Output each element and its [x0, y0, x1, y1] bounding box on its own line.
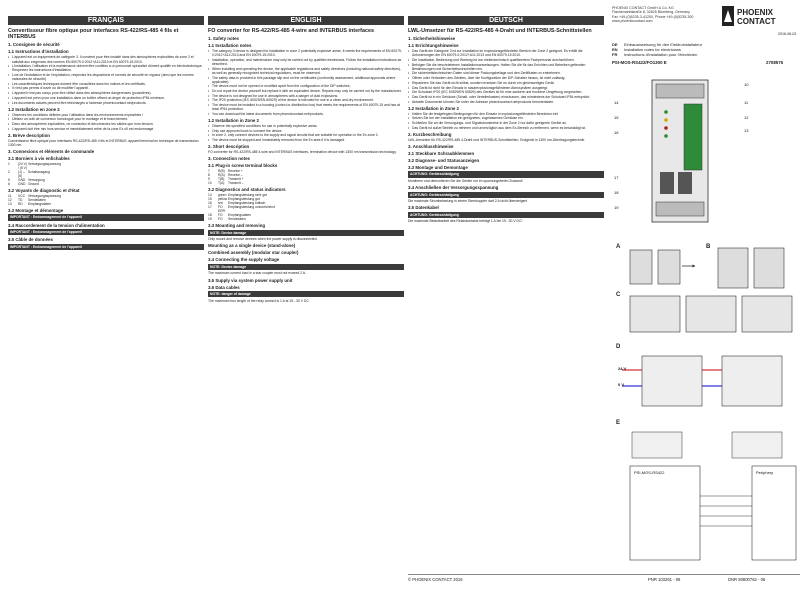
warning-box: NOTE: Device damage — [208, 264, 404, 270]
section-heading: Mounting as a single device (stand-alone) — [208, 243, 296, 249]
bullet: • Lors de l'installation et de l'exploitation, respectez les dispositions et normes de sécurité en vigueur (ainsi que les normes nationales de sécurité). — [8, 73, 204, 81]
fo-table: 14 green Empfangsleistung sehr gut 15 yellow Empfangsleistung gut 16 red Empfangsleistung kritisch 17 FO ERR Empfangsleistung unzureichend 18 FO Empfangsdaten 19 FO Sendedaten — [208, 193, 275, 222]
col-header-de: DEUTSCH — [408, 16, 604, 25]
figure-label-e: E — [616, 420, 621, 426]
bullet: • The device must be installed in a housing (control or distribution box) that meets the requirements of EN 60079-15 and has at least IP54 protection. — [208, 103, 404, 111]
warning-box: NOTE: danger of damage — [208, 291, 404, 297]
description: Convertisseur fibre optique pour interfaces RS-422/RS-485 4 fils et INTERBUS, appareil terminal en technique de transmission 1300 nm. — [8, 138, 199, 147]
section-heading: 3.2 Diagnostics and status indicators — [208, 187, 286, 193]
bullet: • Die sicherheitstechnischen Daten sind dieser Packungsbeilage und den Zertifikaten zu entnehmen. — [408, 71, 604, 75]
section-heading: 1.2 Installation in Zone 2 — [208, 117, 259, 123]
bullet: • Schließen Sie an die Versorgungs- und Signalstromkreise in der Zone 2 nur dafür geeignete Geräte an. — [408, 121, 604, 125]
dnr: DNR 80800762 - 06 — [728, 577, 766, 582]
title-en: FO converter for RS-422/RS-485 4-wire and INTERBUS interfaces — [208, 28, 374, 34]
section-heading: Combined assembly (modular star coupler) — [208, 250, 299, 256]
product-number: 2708575 — [766, 60, 784, 65]
section-heading: 2. Short description — [208, 144, 250, 150]
section-heading: 2. Brève description — [8, 132, 50, 138]
ground-label: 0 V — [618, 382, 625, 387]
warning-box: IMPORTANT : Endommagement de l'appareil — [8, 244, 204, 250]
description: FO converter for RS-422/RS-485 4-wire and INTERBUS interfaces, termination device with 1300 nm transmission technology. — [208, 150, 397, 155]
bullet: • Do not repair the device yourself but replace it with an equivalent device. Repairs may only be carried out by the manufacturer. — [208, 89, 404, 93]
callout-number: 14 — [614, 100, 619, 105]
section-heading: 3.1 Borniers à vis enfichables — [8, 155, 70, 161]
doc-date: 2016-06-02 — [778, 32, 797, 36]
description: LWL-Umsetzer für RS-422/RS-485 4-Draht und INTERBUS-Schnittstellen, Endgerät in 1300 nm-Übertragungstechnik. — [408, 137, 586, 142]
bullet: • Observe the specified conditions for use in potentially explosive areas. — [208, 124, 404, 128]
section-heading: 3.5 Datenkabel — [408, 205, 439, 211]
column-french — [8, 28, 204, 572]
copyright: © PHOENIX CONTACT 2016 — [408, 577, 463, 582]
title-de: LWL-Umsetzer für RS-422/RS-485 4-Draht und INTERBUS-Schnittstellen — [408, 28, 592, 34]
section-heading: 3.3 Montage et démontage — [8, 207, 64, 213]
callout-number: 16 — [614, 130, 619, 135]
bullet: • The device is not designed for use in atmospheres with a danger of dust explosions. — [208, 94, 404, 98]
language-list: DE Einbauanweisung für den Elektroinstallateur EN Installation notes for electricians FR Instructions d'installation pour l'électricien — [612, 42, 703, 58]
callout-number: 17 — [614, 175, 619, 180]
title-fr: Convertisseur fibre optique pour interfaces RS-422/RS-485 4 fils et INTERBUS — [8, 28, 179, 41]
section-heading: 3.4 Raccordement de la tension d'alimentation — [8, 222, 105, 228]
warning-text: The maximum bus length of the relay contact is 1 A at 19...30 V DC. — [208, 298, 310, 303]
power-wiring-diagram — [622, 350, 802, 412]
bullet: • The device must be stopped and immediately removed from the Ex area if it is damaged. — [208, 138, 404, 142]
section-heading: 3.3 Montage und Demontage — [408, 164, 468, 170]
block-diagram — [622, 426, 802, 566]
pnr: PNR 103261 - 06 — [648, 577, 681, 582]
bullet: • Observez les conditions définies pour l'utilisation dans les environnements explosibles ! — [8, 113, 204, 117]
warning-text: Montieren und demontieren Sie die Geräte nur im spannungsfreien Zustand! — [408, 179, 523, 184]
warning-box: IMPORTANT : Endommagement de l'appareil — [8, 214, 204, 220]
warning-box: ACHTUNG: Geräteschädigung — [408, 212, 604, 218]
bullet: • The IP20 protection (IEC 60529/EN 60529) of the device is intended for use in a clean and dry environment. — [208, 98, 404, 102]
callout-number: 12 — [744, 115, 749, 120]
col-header-en: ENGLISH — [208, 16, 404, 25]
bullet: • The category 3 device is designed for installation in zone 2 potentially explosive areas. It meets the requirements of EN 60079-0:2012+A11:2013 and EN 60079-15:2010. — [208, 49, 404, 57]
bullet: • The safety data is provided in this package slip and on the certificates (conformity assessment, additional approvals where applicable). — [208, 76, 404, 84]
bullet: • When installing and operating the device, the applicable regulations and safety directives (including national safety directives), as well as generally recognized technical regulations, must be observed. — [208, 67, 404, 75]
bullet: • L'appareil doit être mis hors service et immédiatement retiré de la zone Ex s'il est endommagé. — [8, 127, 204, 131]
section-heading: 3.5 Câble de données — [8, 237, 53, 243]
callout-number: 10 — [744, 82, 749, 87]
bullet: • Les caractéristiques techniques doivent être consultées dans les notices et les certificats. — [8, 82, 204, 86]
warning-box: ACHTUNG: Geräteschädigung — [408, 171, 604, 177]
section-heading: 2. Kurzbeschreibung — [408, 131, 452, 137]
bullet: • Setzen Sie bei der Installation ein geeignetes, zugelassenes Gehäuse ein. — [408, 116, 604, 120]
bullet: • Only use approved tools to connect the device. — [208, 129, 404, 133]
callout-number: 13 — [744, 128, 749, 133]
bullet: • Dans des atmosphères explosibles, ne connectez et déconnectez les câbles que hors tension. — [8, 122, 204, 126]
section-heading: 3.4 Anschließen der Versorgungsspannung — [408, 185, 499, 191]
bullet: • Befolgen Sie die beschriebenen Installationsanweisungen. Halten Sie die für das Errichten und Betreiben geltenden Bestimmungen und Sicherheitsvorschriften ein. — [408, 63, 604, 71]
section-heading: 3.3 Mounting and removing — [208, 223, 266, 229]
voltage-label: 24 V — [618, 366, 627, 371]
ps-label: PSI-MOS-RS422 — [634, 470, 665, 475]
mounting-illustrations — [622, 246, 802, 336]
bullet: • Installation, operation, and maintenance may only be carried out by qualified electricians. Follow the installation instructions as described. — [208, 58, 404, 66]
column-german — [408, 28, 604, 572]
warning-box: NOTE: Device damage — [208, 230, 404, 236]
bullet: • The device must not be opened or modified apart from the configuration of the DIP switches. — [208, 84, 404, 88]
bullet: • L'appareil est un équipement de catégorie 3. Il convient pour être installé dans des atmosphères explosibles de zone 2 et satisfait aux exigences des normes EN 60079-0:2012+A11:2013 et EN 60079-15:2010. — [8, 55, 204, 63]
bullet: • Les documents actuels peuvent être téléchargés à l'adresse phoenixcontact.net/products. — [8, 101, 204, 105]
section-heading: 1.1 Installation notes — [208, 43, 252, 49]
section-heading: 3.1 Steckbare Schraubklemmen — [408, 150, 475, 156]
bullet: • Öffnen oder Verändern des Gerätes, über die Konfiguration der DIP-Schalter hinaus, ist nicht zulässig. — [408, 76, 604, 80]
bullet: • Die Installation, Bedienung und Wartung ist von elektrotechnisch qualifiziertem Fachpersonal durchzuführen. — [408, 58, 604, 62]
callout-number: 19 — [614, 205, 619, 210]
terminal-table: 1 (24 V) / (5 V) Versorgungsspannung 2 (1) – (5) Schaltausgang 5 GND Versorgung 6 GND Ground — [8, 161, 61, 186]
callout-number: 18 — [614, 190, 619, 195]
section-heading: 1.1 Instructions d'installation — [8, 49, 69, 55]
bullet: • L'appareil n'est pas conçu pour être utilisé dans des atmosphères dangereuses (poussières). — [8, 91, 204, 95]
section-heading: 3.2 Diagnose- und Statusanzeigen — [408, 157, 480, 163]
section-heading: 3.1 Plug-in screw terminal blocks — [208, 163, 278, 169]
section-heading: 3.6 Data cables — [208, 284, 240, 290]
footer — [408, 574, 800, 584]
warning-text: The maximum current load in a star coupler must not exceed 2 A. — [208, 271, 306, 276]
bullet: • Aktuelle Dokumente können Sie unter der Adresse phoenixcontact.net/products herunterladen. — [408, 100, 604, 104]
bullet: • Reparieren Sie das Gerät nicht selbst, sondern ersetzen Sie es durch ein gleichwertiges Gerät. — [408, 81, 604, 85]
bullet: • You can download the latest documents from phoenixcontact.net/products. — [208, 112, 404, 116]
section-heading: 1.2 Installation in Zone 2 — [408, 105, 459, 111]
bullet: • Il n'est pas permis d'ouvrir ou de modifier l'appareil. — [8, 86, 204, 90]
warning-box: IMPORTANT : Endommagement de l'appareil — [8, 229, 204, 235]
callout-number: 15 — [614, 115, 619, 120]
figure-label-c: C — [616, 292, 621, 298]
bullet: • Das Gerät ist in ein Gehäuse (Schalt- oder Verteilerkasten) einzubauen, das mindestens der Schutzart IP54 entspricht. — [408, 95, 604, 99]
bullet: • Das Gerät ist außer Betrieb zu nehmen und unverzüglich aus dem Ex-Bereich zu entfernen, wenn es beschädigt ist. — [408, 126, 604, 130]
warning-text: Die maximale Belastbarkeit des Relaiskontakts beträgt 1 A bei 19...30 V DC! — [408, 219, 523, 224]
bullet: • Die Schutzart IP20 (IEC 60529/EN 60529) des Gerätes ist für eine saubere und trockene Umgebung vorgesehen. — [408, 90, 604, 94]
column-english — [208, 28, 404, 572]
col-header-fr: FRANÇAIS — [8, 16, 204, 25]
section-heading: 1.1 Errichtungshinweise — [408, 43, 459, 49]
section-heading: 3.5 Supply via system power supply unit — [208, 277, 293, 283]
section-heading: 3. Connexions et éléments de commande — [8, 148, 95, 154]
figure-label-d: D — [616, 344, 621, 350]
warning-box: ACHTUNG: Geräteschädigung — [408, 192, 604, 198]
svg-text:CONTACT: CONTACT — [737, 17, 776, 26]
bullet: • Das Gerät der Kategorie 3 ist zur Installation im explosionsgefährdeten Bereich der Zone 2 geeignet. Es erfüllt die Anforderungen der EN 60079-0:2012+A11:2013 und EN 60079-15:2010. — [408, 49, 604, 57]
section-heading: 3.2 Voyants de diagnostic et d'état — [8, 187, 80, 193]
section-heading: 3. Connection notes — [208, 156, 250, 162]
bullet: • Das Gerät ist nicht für den Einsatz in staubexplosionsgefährdeten Atmosphären ausgelegt. — [408, 86, 604, 90]
figure-label-b: B — [706, 244, 711, 250]
bullet: • L'appareil est prévu pour une installation dans un boîtier offrant un degré de protection IP54 minimum. — [8, 96, 204, 100]
company-address: PHOENIX CONTACT GmbH & Co. KG Flachsmarktstraße 8, 32825 Blomberg, Germany Fax +49-(0)5235-3-41200, Phone +49-(0)5235-300 www.phoenixcontact.com — [612, 6, 694, 24]
terminal-table-right: 7 R(B) Receive + 8 R(A) Receive – 9 T(B) Transmit + 10 T(A) Transmit – — [208, 169, 244, 186]
callout-number: 11 — [744, 100, 749, 105]
warning-text: Only mount and remove devices when the power supply is disconnected. — [208, 237, 318, 242]
section-heading: 1. Consignes de sécurité — [8, 42, 60, 48]
section-heading: 3. Anschlusshinweise — [408, 143, 454, 149]
phoenix-contact-logo — [722, 6, 800, 26]
section-heading: 1. Sicherheitshinweise — [408, 36, 456, 42]
bullet: • L'installation, l'utilisation et la maintenance doivent être confiées à un personnel spécialisé dûment qualifié en électrotechnique. Respectez les instructions d'installation. — [8, 64, 204, 72]
section-heading: 3.4 Connecting the supply voltage — [208, 257, 280, 263]
product-name: PSI-MOS-RS422/FO1300 E — [612, 60, 667, 65]
bullet: • In zone 2, only connect devices to the supply and signal circuits that are suitable for operation in the Ex zone 2. — [208, 133, 404, 137]
figure-label-a: A — [616, 244, 621, 250]
svg-text:PHOENIX: PHOENIX — [737, 8, 774, 17]
led-table: 11 VCC Versorgungsspannung 12 TD Sendedaten 13 RD Empfangsdaten — [8, 193, 61, 206]
section-heading: 1.2 Installation en zone 2 — [8, 106, 60, 112]
section-heading: 1. Safety notes — [208, 36, 239, 42]
bullet: • Halten Sie die festgelegten Bedingungen für den Einsatz in explosionsgefährdeten Bereichen ein! — [408, 112, 604, 116]
bullet: • Utilisez un outil de connexion homologué pour le montage et le branchement. — [8, 117, 204, 121]
periphery-label: Periphery — [756, 470, 774, 475]
warning-text: Die maximale Strombelastung in einem Sternkoppler darf 2 A nicht übersteigen! — [408, 199, 528, 204]
device-illustration — [632, 76, 742, 226]
